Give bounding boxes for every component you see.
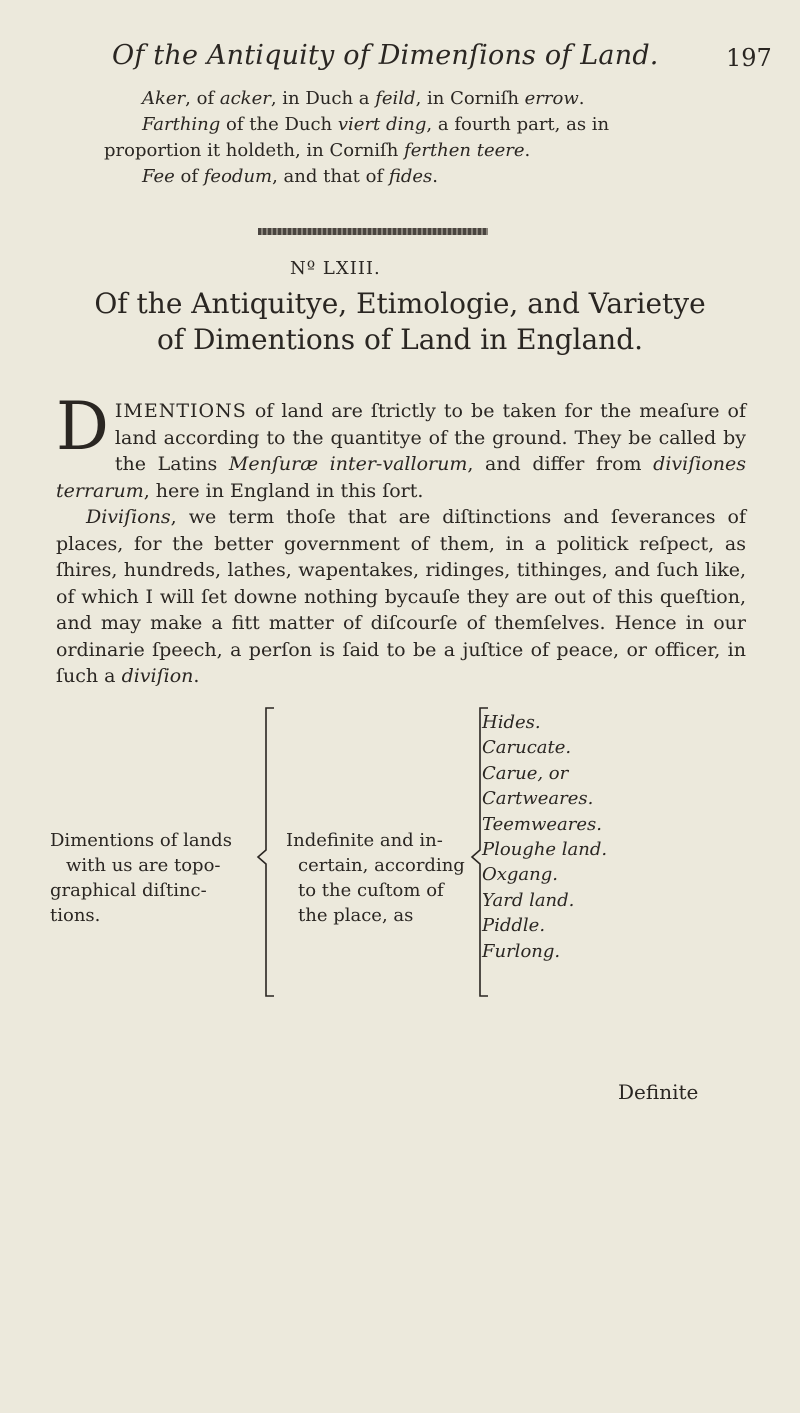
paragraph xyxy=(56,388,747,504)
left-brace xyxy=(254,704,284,1004)
section-title-line: Of the Antiquitye, Etimologie, and Varietye xyxy=(94,287,706,320)
entry-word: acker xyxy=(219,88,271,109)
dimensions-table xyxy=(50,710,750,1010)
table-line: certain, according xyxy=(298,855,465,876)
glossary-entries xyxy=(104,86,730,190)
latin-term: diviſiones terrarum xyxy=(56,453,747,502)
table-col-right xyxy=(482,710,732,964)
measure-item: Hides. xyxy=(482,712,541,733)
entry-word: errow xyxy=(524,88,579,109)
entry-text: of xyxy=(174,166,204,187)
running-head: Of the Antiquity of Dimenſions of Land. xyxy=(112,40,659,71)
entry-word: ferthen teere xyxy=(404,140,525,161)
table-col-left xyxy=(50,828,260,928)
entry-text: proportion it holdeth, in Corniſh xyxy=(104,140,405,161)
measure-item: Yard land. xyxy=(482,889,575,911)
term: diviſion xyxy=(121,665,194,687)
table-line: to the cuſtom of xyxy=(298,880,444,901)
term: Diviſions xyxy=(86,506,171,528)
entry-text: , in Duch a xyxy=(270,88,376,109)
measure-item: Ploughe land. xyxy=(482,839,608,861)
entry-text: , in Corniſh xyxy=(415,88,525,109)
entry-text: . xyxy=(432,166,439,187)
entry-term: Aker xyxy=(142,88,186,109)
ornamental-rule xyxy=(258,228,488,235)
entry-word: viert ding xyxy=(337,114,427,135)
entry-text: , a fourth part, as in xyxy=(426,114,610,135)
measure-item: Carue, or xyxy=(482,762,569,784)
paragraph xyxy=(56,504,746,690)
entry-word: feodum xyxy=(203,166,273,187)
table-line: Indefinite and in- xyxy=(286,830,443,851)
table-line: Dimentions of lands xyxy=(50,830,232,851)
entry-aker xyxy=(110,86,730,112)
table-col-middle xyxy=(286,828,486,928)
measure-item: Oxgang. xyxy=(482,864,558,886)
section-title-line: of Dimentions of Land in England. xyxy=(156,323,644,356)
drop-cap: D xyxy=(56,388,109,465)
entry-text: of the Duch xyxy=(220,114,338,135)
section-title xyxy=(60,286,740,358)
text: , we term thoſe that are diſtinctions and ſeverances of places, for the better government of them, in a politick reſpect, as ſhires, hundreds, lathes, wapentakes, ridinges, tithinges, and ſuch like, of which I will ſet downe nothing bycauſe they are out of this queſtion, and may make a fitt matter of diſcourſe of themſelves. Hence in our ordinarie ſpeech, a perſon is ſaid to be a juſtice of peace, or officer, in ſuch a xyxy=(56,506,746,687)
entry-text: , and that of xyxy=(272,166,389,187)
entry-text: , of xyxy=(185,88,220,109)
entry-word: fides xyxy=(388,166,433,187)
entry-text: . xyxy=(578,88,585,109)
measure-item: Carucate. xyxy=(482,737,572,759)
section-number: Nº LXIII. xyxy=(290,258,381,279)
page-number: 197 xyxy=(726,44,772,72)
measure-item: Teemweares. xyxy=(482,813,602,835)
table-line: with us are topo- xyxy=(66,855,221,876)
entry-term: Farthing xyxy=(142,114,221,135)
latin-term: Menſuræ inter-vallorum xyxy=(228,453,468,475)
text: of land are ſtrictly to be taken for the meaſure of land according to the quantitye of the ground. They be called by the Latins xyxy=(114,400,746,475)
entry-farthing-cont xyxy=(104,138,730,164)
small-caps: IMENTIONS xyxy=(114,400,247,422)
measure-item: Cartweares. xyxy=(482,788,594,810)
text: , here in England in this ſort. xyxy=(143,479,424,502)
table-line: tions. xyxy=(50,905,101,926)
entry-word: feild xyxy=(375,88,416,109)
measure-item: Furlong. xyxy=(482,940,561,962)
text: . xyxy=(193,665,200,687)
entry-farthing xyxy=(110,112,730,138)
entry-fee xyxy=(110,164,730,190)
table-line: the place, as xyxy=(298,905,414,926)
entry-term: Fee xyxy=(142,166,175,187)
entry-text: . xyxy=(524,140,531,161)
table-line: graphical diſtinc- xyxy=(50,880,207,901)
body-text xyxy=(56,388,747,690)
catchword: Definite xyxy=(618,1080,699,1104)
text: , and differ from xyxy=(467,453,654,475)
measure-item: Piddle. xyxy=(482,915,546,937)
